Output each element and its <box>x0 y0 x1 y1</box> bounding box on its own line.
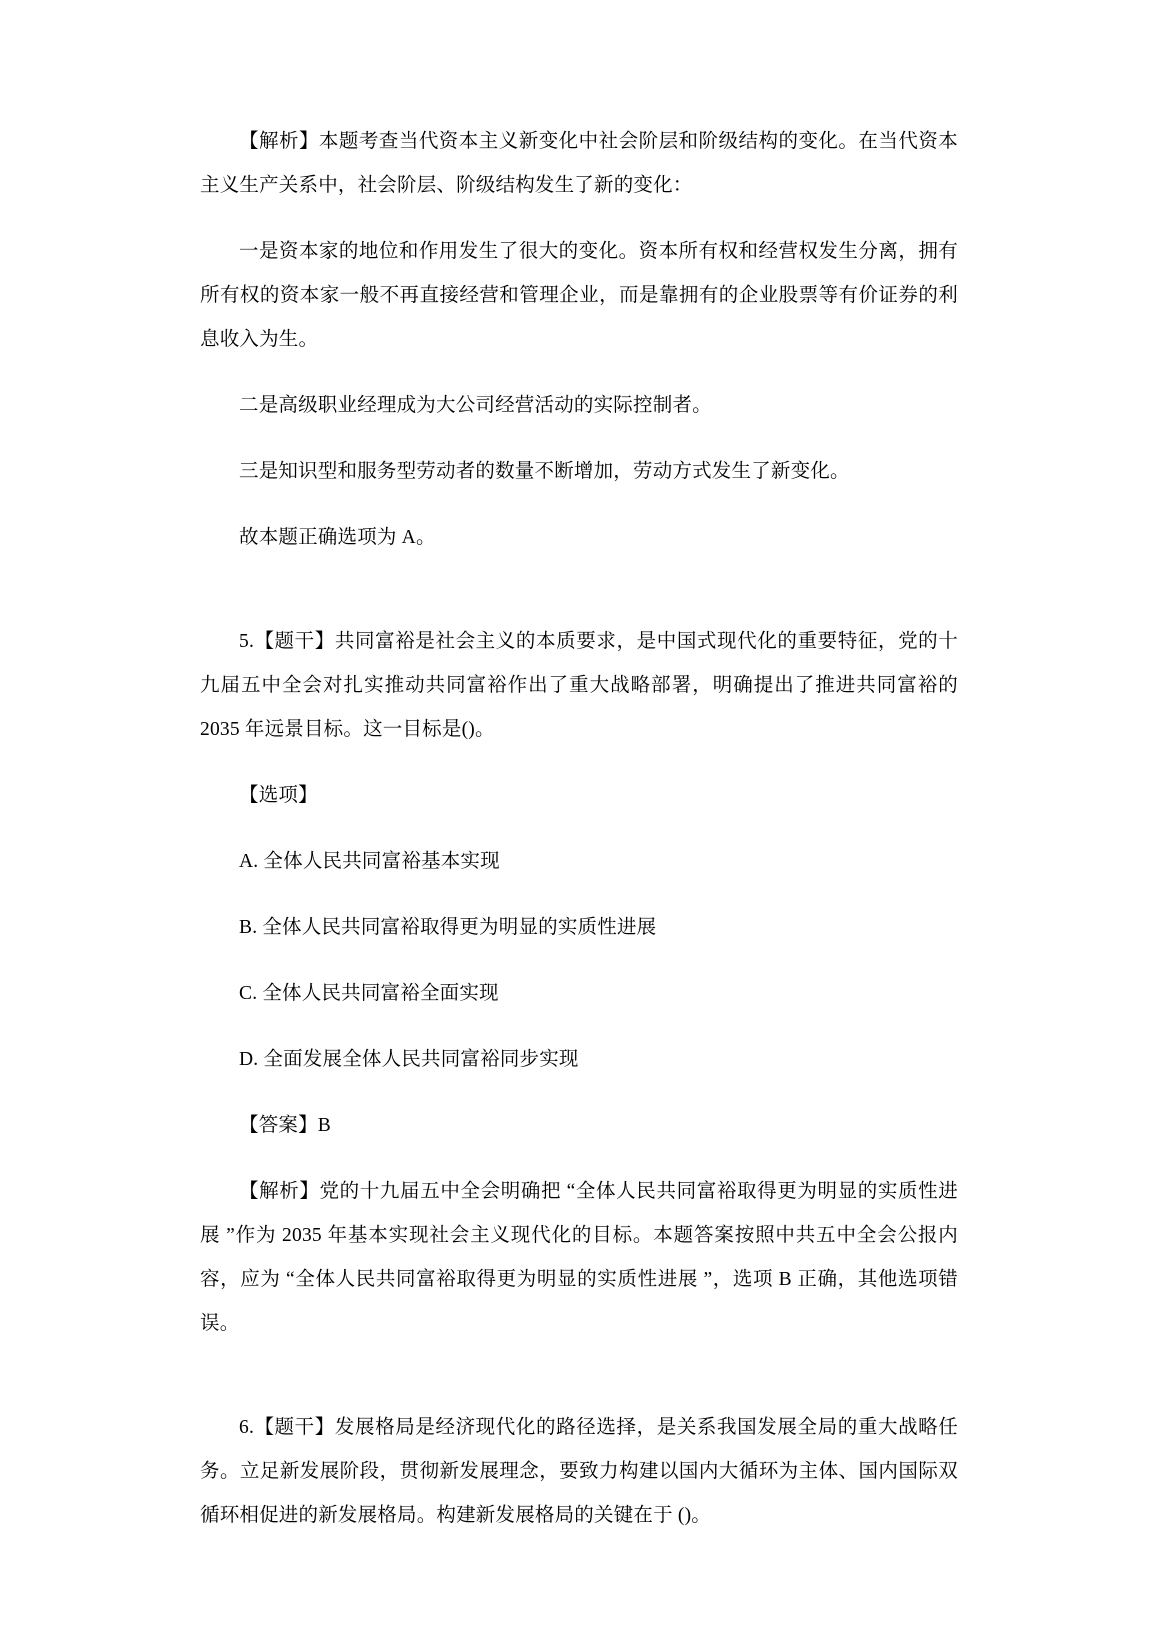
question-6-stem: 6.【题干】发展格局是经济现代化的路径选择，是关系我国发展全局的重大战略任务。立足新发展阶段，贯彻新发展理念，要致力构建以国内大循环为主体、国内国际双循环相促进的新发展格局。构建新发展格局的关键在于 ()。 <box>200 1417 958 1526</box>
question-5-analysis: 【解析】党的十九届五中全会明确把 “全体人民共同富裕取得更为明显的实质性进展 ”作为 2035 年基本实现社会主义现代化的目标。本题答案按照中共五中全会公报内容，应为 “全体人民共同富裕取得更为明显的实质性进展 ”，选项 B 正确，其他选项错误。 <box>200 1181 958 1334</box>
paragraph-q4-conclusion: 故本题正确选项为 A。 <box>239 527 436 548</box>
question-5-answer: 【答案】B <box>239 1115 332 1136</box>
question-5-option-c: C. 全体人民共同富裕全面实现 <box>239 983 499 1004</box>
question-5-option-a: A. 全体人民共同富裕基本实现 <box>239 851 500 872</box>
paragraph-q4-analysis-1: 【解析】本题考查当代资本主义新变化中社会阶层和阶级结构的变化。在当代资本主义生产关系中，社会阶层、阶级结构发生了新的变化： <box>200 131 958 196</box>
paragraph-q4-analysis-4: 三是知识型和服务型劳动者的数量不断增加，劳动方式发生了新变化。 <box>239 461 850 482</box>
question-5-options-label: 【选项】 <box>239 785 318 806</box>
question-5-option-b: B. 全体人民共同富裕取得更为明显的实质性进展 <box>239 917 657 938</box>
paragraph-q4-analysis-3: 二是高级职业经理成为大公司经营活动的实际控制者。 <box>239 395 712 416</box>
question-5-option-d: D. 全面发展全体人民共同富裕同步实现 <box>239 1049 579 1070</box>
question-5-stem: 5.【题干】共同富裕是社会主义的本质要求，是中国式现代化的重要特征，党的十九届五中全会对扎实推动共同富裕作出了重大战略部署，明确提出了推进共同富裕的 2035 年远景目标。这一目标是()。 <box>200 631 958 740</box>
paragraph-q4-analysis-2: 一是资本家的地位和作用发生了很大的变化。资本所有权和经营权发生分离，拥有所有权的资本家一般不再直接经营和管理企业，而是靠拥有的企业股票等有价证券的利息收入为生。 <box>200 241 958 350</box>
